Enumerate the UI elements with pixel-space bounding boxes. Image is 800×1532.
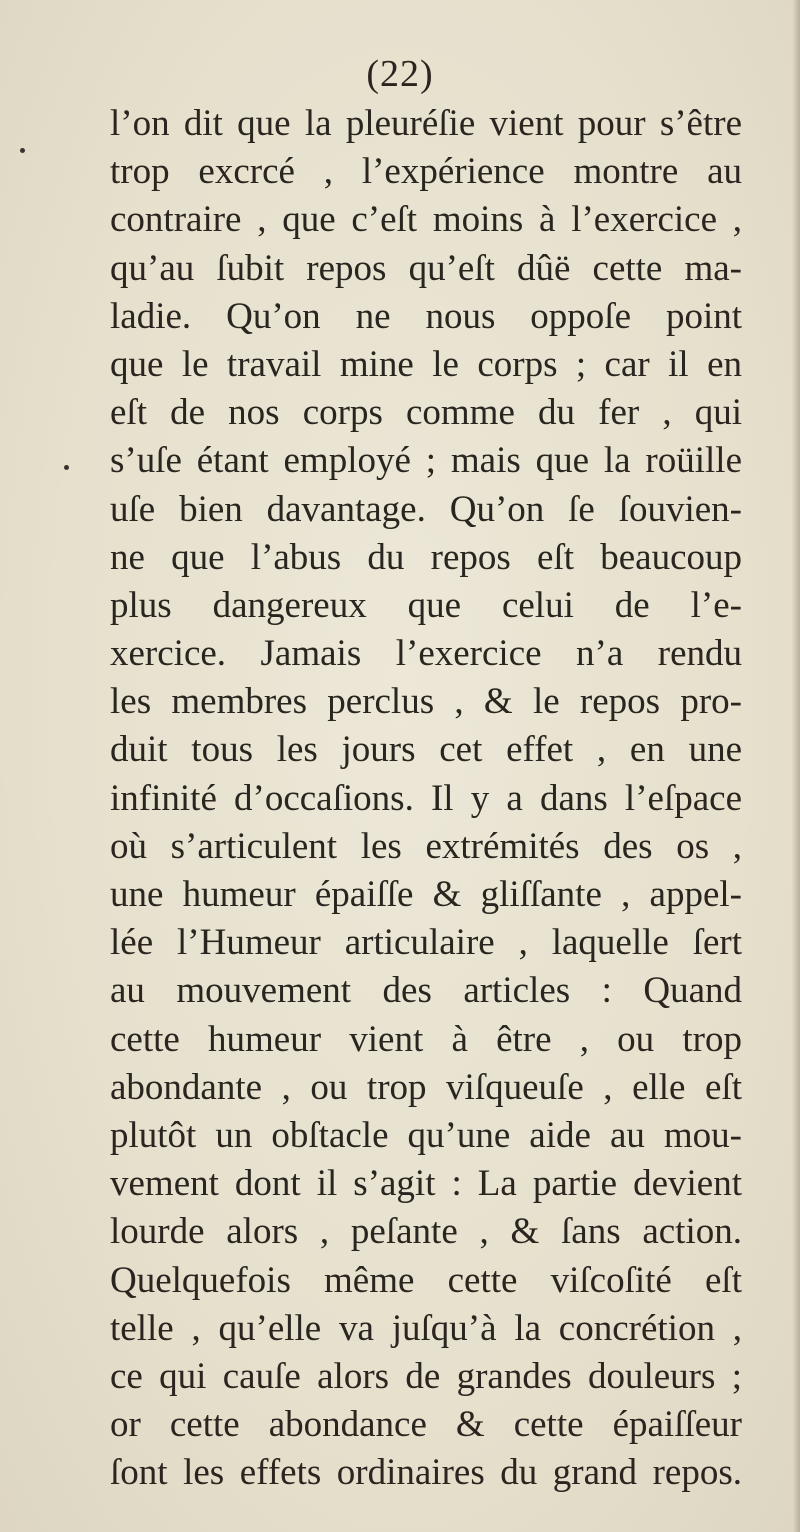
text-line: infinité d’occaſions. Il y a dans l’eſpace <box>110 777 742 819</box>
text-line: contraire , que c’eſt moins à l’exercice , <box>110 199 742 241</box>
text-line: ce qui cauſe alors de grandes douleurs ; <box>110 1355 742 1397</box>
text-line: où s’articulent les extrémités des os , <box>110 825 742 867</box>
text-line: cette humeur vient à être , ou trop <box>110 1018 742 1060</box>
text-line: duit tous les jours cet effet , en une <box>110 729 742 771</box>
text-line: lourde alors , peſante , & ſans action. <box>110 1211 742 1253</box>
text-line: qu’au ſubit repos qu’eſt dûë cette ma- <box>110 247 742 289</box>
text-line: abondante , ou trop viſqueuſe , elle eſt <box>110 1066 742 1108</box>
text-line: ſont les effets ordinaires du grand repos. <box>110 1452 742 1494</box>
text-line: plutôt un obſtacle qu’une aide au mou- <box>110 1114 742 1156</box>
page-edge <box>792 0 800 1532</box>
page-number: (22) <box>366 53 434 95</box>
ink-speck <box>20 148 25 153</box>
text-line: au mouvement des articles : Quand <box>110 970 742 1012</box>
text-line: lée l’Humeur articulaire , laquelle ſert <box>110 922 742 964</box>
text-line: ladie. Qu’on ne nous oppoſe point <box>110 295 742 337</box>
text-line: s’uſe étant employé ; mais que la roüille <box>110 440 742 482</box>
text-line: les membres perclus , & le repos pro- <box>110 681 742 723</box>
text-line: uſe bien davantage. Qu’on ſe ſouvien- <box>110 488 742 530</box>
text-line: Quelquefois même cette viſcoſité eſt <box>110 1259 742 1301</box>
text-line: que le travail mine le corps ; car il en <box>110 343 742 385</box>
text-line: xercice. Jamais l’exercice n’a rendu <box>110 633 742 675</box>
text-line: vement dont il s’agit : La partie devient <box>110 1163 742 1205</box>
body-text <box>110 100 742 1497</box>
text-line: plus dangereux que celui de l’e- <box>110 584 742 626</box>
text-line: l’on dit que la pleuréſie vient pour s’être <box>110 103 742 144</box>
text-line: telle , qu’elle va juſqu’à la concrétion , <box>110 1307 742 1349</box>
text-line: or cette abondance & cette épaiſſeur <box>110 1404 742 1446</box>
text-line: trop excrcé , l’expérience montre au <box>110 151 742 193</box>
text-line: une humeur épaiſſe & gliſſante , appel- <box>110 874 742 915</box>
ink-speck <box>64 465 69 470</box>
text-line: ne que l’abus du repos eſt beaucoup <box>110 536 742 578</box>
text-line: eſt de nos corps comme du fer , qui <box>110 392 742 434</box>
